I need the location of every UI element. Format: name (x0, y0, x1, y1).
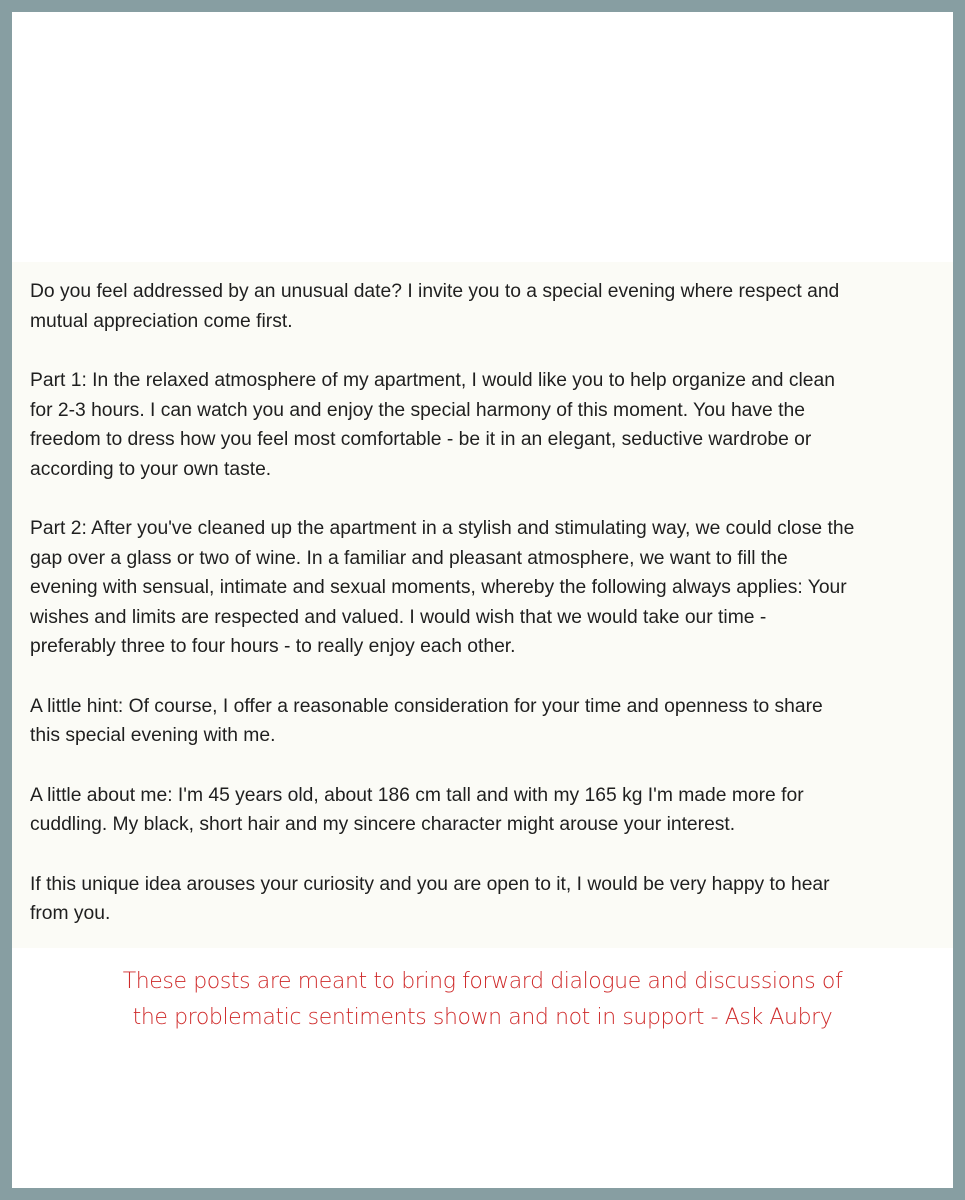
post-paragraph-intro: Do you feel addressed by an unusual date? I invite you to a special evening where respect and mutual appreciation come first. (30, 281, 840, 332)
post-paragraph-hint: A little hint: Of course, I offer a reasonable consideration for your time and openness to share this special evening with me. (30, 695, 823, 746)
disclaimer-caption: These posts are meant to bring forward dialogue and discussions of the problematic sentiments shown and not in support - Ask Aubry (122, 969, 843, 1030)
post-paragraph-about-me: A little about me: I'm 45 years old, about 186 cm tall and with my 165 kg I'm made more for cuddling. My black, short hair and my sincere character might arouse your interest. (30, 784, 804, 835)
post-paragraph-part-2: Part 2: After you've cleaned up the apartment in a stylish and stimulating way, we could close the gap over a glass or two of wine. In a familiar and pleasant atmosphere, we want to fill the evening with sensual, intimate and sexual moments, whereby the following always applies: Your wishes and limits are respected and valued. I would wish that we would take our time - preferably three to four hours - to really enjoy each other. (30, 518, 855, 657)
post-card (12, 12, 953, 1188)
post-paragraph-closing: If this unique idea arouses your curiosity and you are open to it, I would be very happy to hear from you. (30, 873, 830, 924)
post-text-block (12, 262, 953, 948)
post-paragraph-part-1: Part 1: In the relaxed atmosphere of my apartment, I would like you to help organize and clean for 2-3 hours. I can watch you and enjoy the special harmony of this moment. You have the freedom to dress how you feel most comfortable - be it in an elegant, seductive wardrobe or according to your own taste. (30, 370, 835, 480)
